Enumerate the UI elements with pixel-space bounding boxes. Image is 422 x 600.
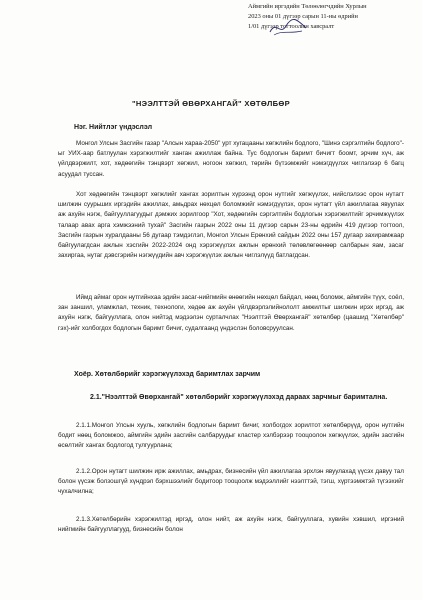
stamp-line-2: 2023 оны 01 дүгээр сарын 11-ны өдрийн	[248, 13, 358, 20]
paragraph-2-1-2	[58, 467, 404, 498]
document-title: "НЭЭЛТТЭЙ ӨВӨРХАНГАЙ" ХӨТӨЛБӨР	[131, 99, 291, 108]
paragraph-2-1-3-text: 2.1.3.Хөтөлбөрийн хэрэгжилтэд иргэд, олон нийт, аж ахуйн нэгж, байгууллага, хувийн хэвшил, иргэний нийгмийн байгууллагууд, бизнесийн болон	[58, 516, 404, 534]
subsection-2-1-heading: 2.1."Нээлттэй Өвөрхангай" хөтөлбөрийг хэрэгжүүлэхэд дараах зарчмыг баримтална.	[90, 394, 388, 401]
paragraph-3-text: Иймд аймаг орон нутгийнхаа эдийн засаг-нийгмийн өнөөгийн нөхцөл байдал, нөөц боломж, аймгийн түүх, соёл, зан заншил, уламжлал, техник, технологи, хөдөө аж ахуйн үйлдвэрлэлийнололт амжилтыг шилжин ирэх иргэд, аж ахуйн нэгж, байгууллага, олон нийтэд мэдээлэн сурталчлах "Нээлттэй Өвөрхангай" хөтөлбөр (цаашид "Хөтөлбөр" гэх)-ийг холбогдох бодлогын баримт бичиг, судалгаанд үндэслэн боловсруулсан.	[58, 294, 404, 332]
section-2-heading: Хоёр. Хөтөлбөрийг хэрэгжүүлэхэд баримтлах зарчим	[74, 371, 261, 378]
paragraph-2-1-3	[58, 515, 404, 535]
section-1-heading: Нэг. Нийтлэг үндэслэл	[74, 124, 153, 131]
paragraph-1	[58, 139, 404, 180]
paragraph-2-1-2-text: 2.1.2.Орон нутагт шилжин ирж ажиллах, амьдрах, бизнесийн үйл ажиллагаа эрхлэн явуулахад үүсэх давуу тал болон үүсэж болзошгүй хүндрэл бэрхшээлийг бодитоор тооцоолж мэдээллийг нээлттэй, тэгш, хүртээмжтэй түгээхийг чухалчилна;	[58, 468, 404, 496]
paragraph-1-text: Монгол Улсын Засгийн газар "Алсын хараа-2050" урт хугацааны хөгжлийн бодлого, "Шинэ сэргэлтийн бодлого"-ыг УИХ-аар батлуулан хэрэгжилтийг ханган ажиллаж байна. Тус бодлогын баримт бичигт боомт, эрчим хүч, аж үйлдвэржилт, хот, хөдөөгийн тэнцвэрт хөгжил, ногоон хөгжил, төрийн бүтээмжийг нэмэгдүүлэх чиглэлээр 6 багц асуудал туссан.	[58, 140, 404, 178]
paragraph-2-1-1	[58, 421, 404, 452]
paragraph-2-text: Хот хөдөөгийн тэнцвэрт хөгжлийг хангах зорилтын хүрээнд орон нутгийг хөгжүүлэх, нийслэлээс орон нутагт шилжин суурьших иргэдийн ажиллах, амьдрах нөхцөл боломжийг нэмэгдүүлэх, орон нутагт үйл ажиллагаа явуулах аж ахуйн нэгж, байгууллагуудыг дэмжих зорилгоор "Хот, хөдөөгийн сэргэлтийн бодлогын хэрэгжилтийг эрчимжүүлэх талаар авах арга хэмжээний тухай" Засгийн газрын 2022 оны 11 дүгээр сарын 23-ны өдрийн 419 дүгээр тогтоол, Засгийн газрын хуралдааны 56 дугаар тэмдэглэл, Монгол Улсын Ерөнхий сайдын 2022 оны 157 дугаар захирамжаар байгуулагдсан ажлын хэсгийн 2022-2024 онд хэрэгжүүлэх ажлын ерөнхий төлөвлөгөөнөөр салбарын яам, засаг захиргаа, нутаг дэвсгэрийн нэгжүүдийн авч хэрэгжүүлэх ажлын чиглэлүүд батлагдсан.	[58, 191, 404, 260]
paragraph-2	[58, 190, 404, 261]
stamp-line-3: 1/01 дүгээр тогтоолын хавсралт	[248, 23, 335, 30]
stamp-line-1: Аймгийн иргэдийн Төлөөлөгчдийн Хурлын	[248, 3, 367, 10]
paragraph-3	[58, 293, 404, 334]
approval-stamp	[248, 2, 408, 32]
paragraph-2-1-1-text: 2.1.1.Монгол Улсын хууль, хөгжлийн бодлогын баримт бичиг, холбогдох зорилтот хөтөлбөрүүд, орон нутгийн бодит нөөц боломжоо, аймгийн эдийн засгийн салбаруудыг кластер хэлбэрээр тооцоолон хөгжүүлэх, эдийн засгийн өсөлтийг хангах бодлогод тулгуурлана;	[58, 422, 404, 450]
